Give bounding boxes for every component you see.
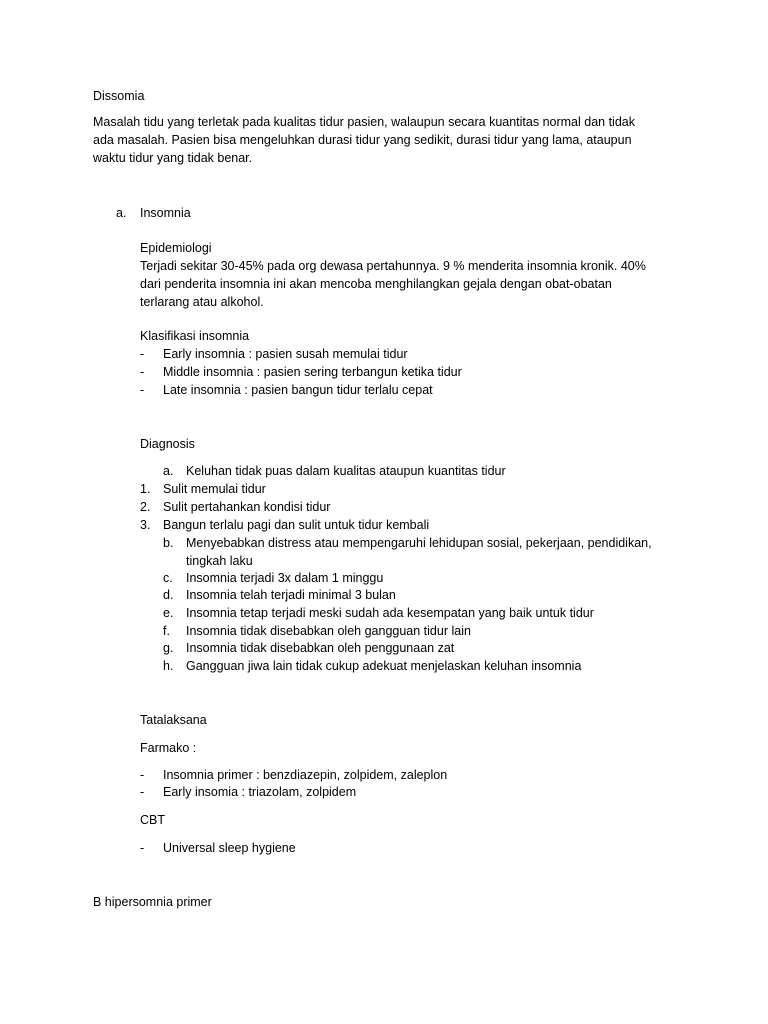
tatalaksana-title: Tatalaksana [140,713,207,727]
diagnosis-item: Insomnia tidak disebabkan oleh penggunaan zat [186,641,455,655]
list-bullet: - [140,347,145,361]
diagnosis-item: Insomnia terjadi 3x dalam 1 minggu [186,571,384,585]
intro-line: Masalah tidu yang terletak pada kualitas tidur pasien, walaupun secara kuantitas normal dan tidak [93,115,635,129]
diagnosis-item: Gangguan jiwa lain tidak cukup adekuat menjelaskan keluhan insomnia [186,659,582,673]
diagnosis-item: Insomnia tidak disebabkan oleh gangguan tidur lain [186,624,471,638]
diagnosis-item: Keluhan tidak puas dalam kualitas ataupun kuantitas tidur [186,464,506,478]
farmako-title: Farmako : [140,741,197,755]
section-b-title: B hipersomnia primer [93,895,212,909]
diagnosis-marker: h. [163,659,174,673]
diagnosis-item: Insomnia telah terjadi minimal 3 bulan [186,588,396,602]
epidemiologi-line: Terjadi sekitar 30-45% pada org dewasa pertahunnya. 9 % menderita insomnia kronik. 40% [140,259,646,273]
epidemiologi-line: dari penderita insomnia ini akan mencoba menghilangkan gejala dengan obat-obatan [140,277,612,291]
diagnosis-marker: 3. [140,518,151,532]
cbt-title: CBT [140,813,165,827]
klasifikasi-item: Middle insomnia : pasien sering terbangun ketika tidur [163,365,462,379]
list-bullet: - [140,365,145,379]
diagnosis-marker: 1. [140,482,151,496]
diagnosis-marker: c. [163,571,173,585]
diagnosis-marker: b. [163,536,174,550]
cbt-item: Universal sleep hygiene [163,841,296,855]
epidemiologi-line: terlarang atau alkohol. [140,295,264,309]
intro-line: ada masalah. Pasien bisa mengeluhkan durasi tidur yang sedikit, durasi tidur yang lama, ataupun [93,133,632,147]
diagnosis-item: Bangun terlalu pagi dan sulit untuk tidur kembali [163,518,430,532]
diagnosis-marker: 2. [140,500,151,514]
diagnosis-marker: d. [163,588,174,602]
list-bullet: - [140,841,145,855]
list-bullet: - [140,383,145,397]
diagnosis-item-continuation: tingkah laku [186,554,253,568]
section-a-marker: a. [116,206,127,220]
section-a-title: Insomnia [140,206,191,220]
diagnosis-marker: e. [163,606,174,620]
klasifikasi-item: Late insomnia : pasien bangun tidur terlalu cepat [163,383,433,397]
diagnosis-item: Insomnia tetap terjadi meski sudah ada kesempatan yang baik untuk tidur [186,606,594,620]
diagnosis-item: Menyebabkan distress atau mempengaruhi lehidupan sosial, pekerjaan, pendidikan, [186,536,652,550]
diagnosis-title: Diagnosis [140,437,195,451]
diagnosis-marker: a. [163,464,174,478]
list-bullet: - [140,768,145,782]
diagnosis-item: Sulit pertahankan kondisi tidur [163,500,331,514]
diagnosis-item: Sulit memulai tidur [163,482,266,496]
epidemiologi-title: Epidemiologi [140,241,212,255]
farmako-item: Early insomia : triazolam, zolpidem [163,785,357,799]
list-bullet: - [140,785,145,799]
intro-line: waktu tidur yang tidak benar. [93,151,253,165]
doc-heading: Dissomia [93,89,145,103]
klasifikasi-item: Early insomnia : pasien susah memulai tidur [163,347,408,361]
diagnosis-marker: f. [163,624,170,638]
diagnosis-marker: g. [163,641,174,655]
farmako-item: Insomnia primer : benzdiazepin, zolpidem, zaleplon [163,768,448,782]
klasifikasi-title: Klasifikasi insomnia [140,329,250,343]
